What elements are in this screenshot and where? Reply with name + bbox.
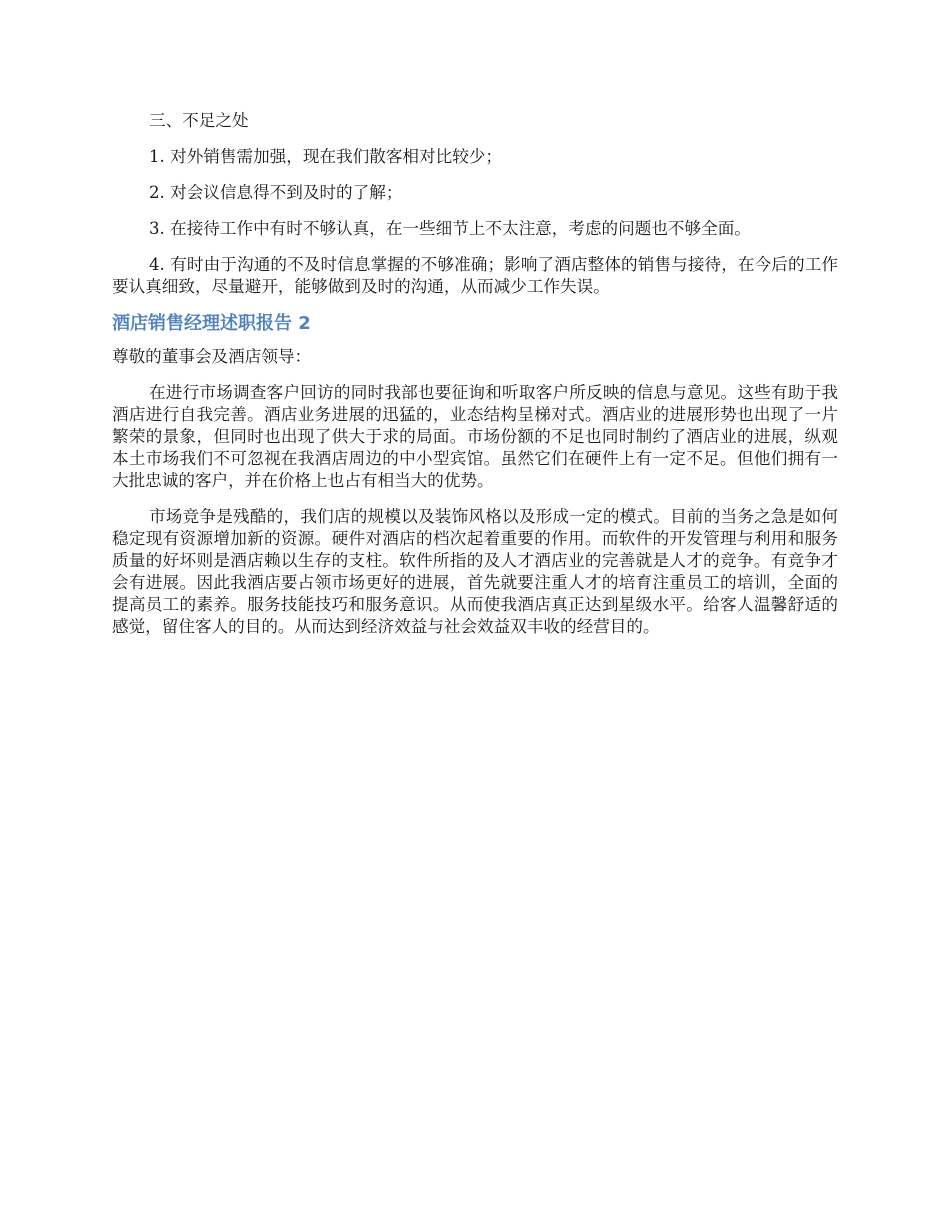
report-heading: 酒店销售经理述职报告 2 bbox=[112, 313, 311, 334]
shortcoming-item-1: 1. 对外销售需加强，现在我们散客相对比较少； bbox=[149, 147, 502, 166]
document-page bbox=[112, 110, 838, 652]
shortcoming-item-4: 4. 有时由于沟通的不及时信息掌握的不够准确；影响了酒店整体的销售与接待，在今后的工作要认真细致，尽量避开，能够做到及时的沟通，从而减少工作失误。 bbox=[112, 255, 838, 296]
salutation: 尊敬的董事会及酒店领导： bbox=[112, 347, 312, 366]
shortcoming-item-3: 3. 在接待工作中有时不够认真，在一些细节上不太注意，考虑的问题也不够全面。 bbox=[149, 219, 751, 238]
body-paragraph: 在进行市场调查客户回访的同时我部也要征询和听取客户所反映的信息与意见。这些有助于我酒店进行自我完善。酒店业务进展的迅猛的，业态结构呈梯对式。酒店业的进展形势也出现了一片繁荣的景象，但同时也出现了供大于求的局面。市场份额的不足也同时制约了酒店业的进展，纵观本土市场我们不可忽视在我酒店周边的中小型宾馆。虽然它们在硬件上有一定不足。但他们拥有一大批忠诚的客户，并在价格上也占有相当大的优势。 bbox=[112, 383, 838, 490]
body-paragraph: 市场竞争是残酷的，我们店的规模以及装饰风格以及形成一定的模式。目前的当务之急是如何稳定现有资源增加新的资源。硬件对酒店的档次起着重要的作用。而软件的开发管理与利用和服务质量的好坏则是酒店赖以生存的支柱。软件所指的及人才酒店业的完善就是人才的竞争。有竞争才会有进展。因此我酒店要占领市场更好的进展，首先就要注重人才的培育注重员工的培训，全面的提高员工的素养。服务技能技巧和服务意识。从而使我酒店真正达到星级水平。给客人温馨舒适的感觉，留住客人的目的。从而达到经济效益与社会效益双丰收的经营目的。 bbox=[112, 507, 838, 636]
shortcoming-item-2: 2. 对会议信息得不到及时的了解； bbox=[149, 183, 403, 202]
section-title-shortcomings: 三、不足之处 bbox=[149, 111, 249, 130]
